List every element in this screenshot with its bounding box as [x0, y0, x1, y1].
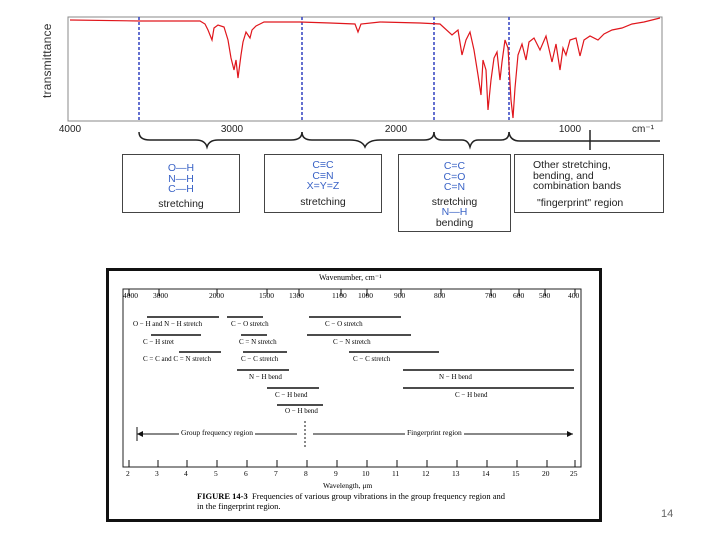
- region-2-line-3: X=Y=Z: [306, 180, 340, 192]
- brace-2: [302, 132, 434, 147]
- bottom-tick-3: 5: [214, 469, 218, 478]
- band-label-11: C − H bend: [275, 391, 308, 399]
- band-label-3: C − H stret: [143, 338, 174, 346]
- x-tick-3000: 3000: [220, 124, 244, 135]
- region-2-line-2: C≡N: [312, 169, 334, 182]
- top-tick-1: 3000: [153, 291, 168, 300]
- region-3-extra-2: bending: [435, 216, 474, 229]
- band-label-4: C = N stretch: [239, 338, 277, 346]
- figure-caption: [197, 491, 507, 511]
- top-tick-2: 2000: [209, 291, 224, 300]
- spectrum-frame: [68, 17, 662, 121]
- region-box-single-bonds: [122, 154, 240, 213]
- band-label-5: C − N stretch: [333, 338, 371, 346]
- top-tick-10: 600: [513, 291, 525, 300]
- region-2-line-1: C≡C: [312, 159, 334, 171]
- region-box-fingerprint: [514, 154, 664, 213]
- top-tick-5: 1100: [332, 291, 347, 300]
- bottom-tick-12: 14: [482, 469, 490, 478]
- bottom-tick-15: 25: [570, 469, 578, 478]
- region-3-line-1: C=C: [443, 160, 466, 172]
- top-tick-6: 1000: [358, 291, 373, 300]
- region-2-caption: stretching: [300, 195, 346, 208]
- band-label-6: C = C and C = N stretch: [143, 355, 211, 363]
- bottom-tick-10: 12: [422, 469, 430, 478]
- bottom-tick-14: 20: [542, 469, 550, 478]
- region-3-line-3: C=N: [443, 181, 466, 193]
- bottom-tick-0: 2: [126, 469, 130, 478]
- top-tick-9: 700: [485, 291, 497, 300]
- band-label-13: O − H bend: [285, 407, 318, 415]
- top-tick-0: 4000: [123, 291, 138, 300]
- bottom-tick-6: 8: [304, 469, 308, 478]
- band-label-0: O − H and N − H stretch: [133, 320, 203, 328]
- spectrum-trace: [70, 18, 660, 118]
- bottom-tick-labels: [109, 469, 599, 479]
- ir-spectrum: [0, 0, 720, 240]
- x-tick-4000: 4000: [58, 124, 82, 135]
- band-label-12: C − H bend: [455, 391, 488, 399]
- band-label-10: N − H bend: [439, 373, 472, 381]
- top-tick-3: 1500: [259, 291, 274, 300]
- x-tick-2000: 2000: [384, 124, 408, 135]
- top-axis-title: Wavenumber, cm⁻¹: [319, 273, 382, 282]
- region-1-line-3: C—H: [168, 183, 194, 195]
- band-label-7: C − C stretch: [241, 355, 279, 363]
- band-label-2: C − O stretch: [325, 320, 363, 328]
- band-labels: [109, 271, 599, 471]
- region-4-line-1: Other stretching,: [533, 159, 611, 171]
- fingerprint-label: Fingerprint region: [407, 428, 462, 437]
- figure-caption-text: Frequencies of various group vibrations in the group frequency region and in the fingerprint region.: [197, 491, 506, 511]
- top-tick-4: 1300: [289, 291, 304, 300]
- x-tick-1000: 1000: [558, 124, 582, 135]
- region-box-double-bonds: [398, 154, 511, 232]
- top-tick-12: 400: [568, 291, 580, 300]
- bottom-tick-1: 3: [155, 469, 159, 478]
- band-label-8: C − C stretch: [353, 355, 391, 363]
- y-axis-label: transmittance: [40, 23, 54, 98]
- figure-caption-number: FIGURE 14-3: [197, 491, 248, 501]
- region-box-triple-bonds: [264, 154, 382, 213]
- bottom-tick-5: 7: [274, 469, 278, 478]
- group-frequency-label: Group frequency region: [181, 428, 254, 437]
- band-label-1: C − O stretch: [231, 320, 269, 328]
- page-number: 14: [661, 508, 674, 520]
- region-3-caption: stretching: [431, 195, 478, 208]
- region-4-caption: "fingerprint" region: [537, 196, 624, 209]
- region-1-line-1: O—H: [167, 162, 195, 174]
- band-label-9: N − H bend: [249, 373, 282, 381]
- top-tick-8: 800: [434, 291, 446, 300]
- brace-3: [434, 132, 509, 147]
- bottom-tick-8: 10: [362, 469, 370, 478]
- region-4-line-3: combination bands: [533, 180, 622, 192]
- bottom-tick-13: 15: [512, 469, 520, 478]
- textbook-figure: [106, 268, 602, 522]
- bottom-tick-2: 4: [184, 469, 188, 478]
- region-1-line-2: N—H: [168, 172, 194, 185]
- top-tick-7: 900: [394, 291, 406, 300]
- bottom-tick-11: 13: [452, 469, 460, 478]
- region-3-line-2: C=O: [443, 170, 466, 183]
- x-unit-label: cm⁻¹: [632, 124, 654, 135]
- bottom-axis-title: Wavelength, μm: [323, 481, 373, 490]
- region-3-extra-1: N—H: [441, 206, 468, 218]
- top-tick-11: 500: [539, 291, 551, 300]
- bottom-tick-4: 6: [244, 469, 248, 478]
- region-4-line-2: bending, and: [533, 169, 594, 182]
- region-1-caption: stretching: [158, 197, 204, 210]
- bottom-tick-7: 9: [334, 469, 338, 478]
- bottom-tick-9: 11: [392, 469, 400, 478]
